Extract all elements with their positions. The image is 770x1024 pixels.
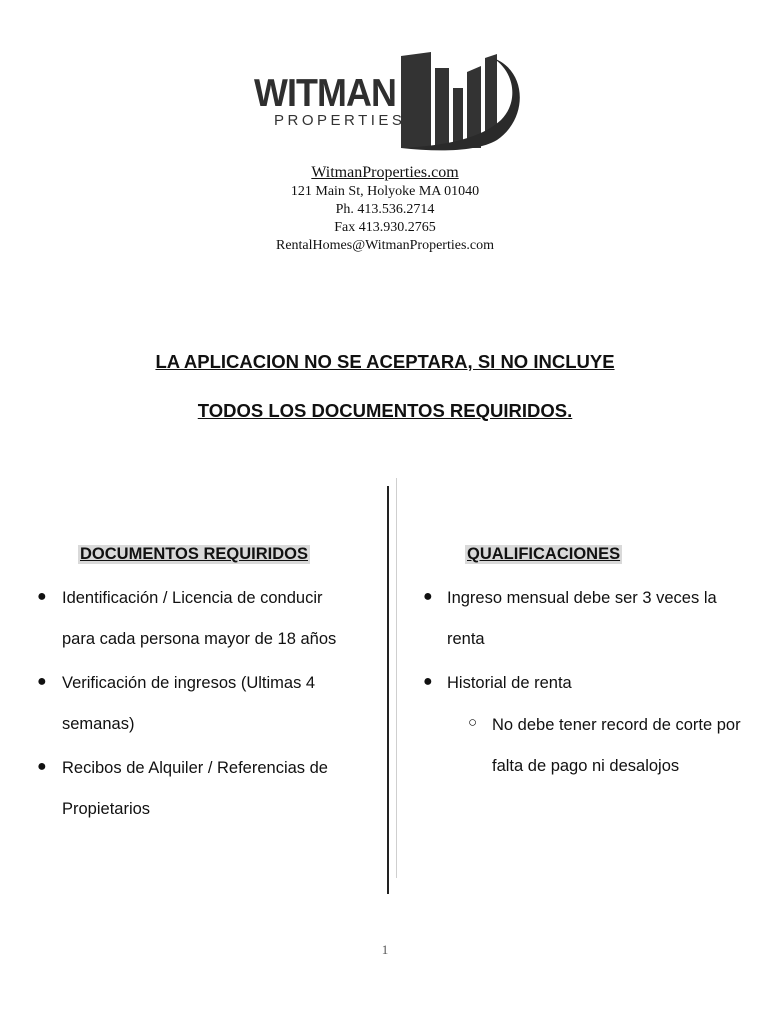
- hollow-bullet-icon: ○: [468, 714, 478, 731]
- required-item-1-line1: Identificación / Licencia de conducir: [62, 589, 323, 607]
- required-item-2-line1: Verificación de ingresos (Ultimas 4: [62, 674, 316, 692]
- qualification-item-1-line1: Ingreso mensual debe ser 3 veces la: [447, 589, 717, 607]
- page-number: 1: [381, 942, 389, 957]
- qualification-item-1-line2: renta: [447, 630, 485, 648]
- bullet-icon: ●: [37, 588, 47, 605]
- required-item-3-line1: Recibos de Alquiler / Referencias de: [62, 759, 328, 777]
- buildings-logo-icon: [397, 48, 527, 152]
- bullet-icon: ●: [37, 673, 47, 690]
- notice-line-1: LA APLICACION NO SE ACEPTARA, SI NO INCLUYE: [155, 351, 615, 372]
- website-link[interactable]: WitmanProperties.com: [311, 164, 459, 181]
- bullet-icon: ●: [37, 758, 47, 775]
- logo-wordmark: WITMAN: [254, 72, 396, 115]
- address-line: 121 Main St, Holyoke MA 01040: [290, 184, 480, 199]
- email-line: RentalHomes@WitmanProperties.com: [275, 238, 494, 253]
- required-item-2-line2: semanas): [62, 715, 135, 733]
- bullet-icon: ●: [423, 588, 433, 605]
- required-docs-heading: DOCUMENTOS REQUIRIDOS: [80, 545, 308, 563]
- phone-line: Ph. 413.536.2714: [335, 202, 435, 217]
- fax-line: Fax 413.930.2765: [334, 220, 436, 235]
- qualification-item-2-line1: Historial de renta: [447, 674, 572, 692]
- qualifications-heading: QUALIFICACIONES: [467, 545, 621, 563]
- column-divider: [387, 486, 389, 894]
- contact-block: [0, 163, 770, 255]
- column-divider-shadow: [396, 478, 397, 878]
- required-item-1-line2: para cada persona mayor de 18 años: [62, 630, 337, 648]
- qualification-subitem-line2: falta de pago ni desalojos: [492, 757, 680, 775]
- qualification-subitem-line1: No debe tener record de corte por: [492, 716, 741, 734]
- required-item-3-line2: Propietarios: [62, 800, 151, 818]
- witman-logo: [250, 44, 525, 154]
- logo-subtitle: PROPERTIES: [274, 112, 406, 129]
- bullet-icon: ●: [423, 673, 433, 690]
- notice-line-2: TODOS LOS DOCUMENTOS REQUIRIDOS.: [197, 400, 573, 421]
